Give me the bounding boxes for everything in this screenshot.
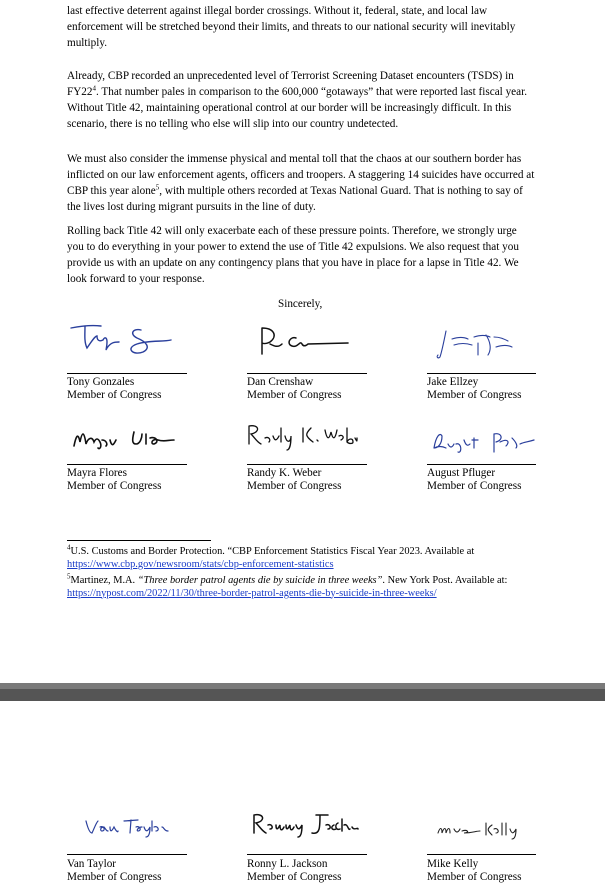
page-break (0, 683, 605, 701)
signatory-title: Member of Congress (247, 480, 342, 492)
signature-line (67, 373, 187, 374)
footnote-ref-4[interactable]: 4 (92, 84, 96, 93)
signatory-name: Dan Crenshaw (247, 376, 314, 388)
signatory-title: Member of Congress (247, 871, 342, 883)
signatory-title: Member of Congress (427, 871, 522, 883)
signatory-block (67, 376, 161, 402)
signature-van-taylor (84, 815, 174, 839)
signature-dan-crenshaw (256, 322, 356, 358)
signature-randy-weber (245, 418, 360, 454)
signature-august-pfluger (428, 424, 538, 458)
signature-line (247, 854, 367, 855)
signatory-block (427, 376, 521, 402)
signature-jake-ellzey (434, 327, 524, 363)
footnote-5: $^5$Martinez, M.A. “Three border patrol agents die by suicide in three weeks”. New York Post. Available at: https://nypost.com/2022/11/30/three-border-patrol-agents-die-by-suicide-in-three-weeks/ (67, 572, 508, 599)
body-paragraph-1: last effective deterrent against illegal border crossings. Without it, federal, state, and local law enforcement will be stretched beyond their limits, and threats to our national security will inevitably multiply. (67, 5, 516, 49)
footnote-4: $^4$U.S. Customs and Border Protection. “CBP Enforcement Statistics Fiscal Year 2023. Available at https://www.cbp.gov/newsroom/stats/cbp-enforcement-statistics (67, 543, 475, 570)
signature-line (67, 464, 187, 465)
signatory-name: Mike Kelly (427, 858, 479, 870)
signature-tony-gonzales (67, 318, 187, 358)
signatory-block (427, 467, 521, 493)
signatory-name: August Pfluger (427, 467, 496, 479)
footnote-link[interactable]: https://nypost.com/2022/11/30/three-border-patrol-agents-die-by-suicide-in-three-weeks/ (67, 587, 437, 599)
signatory-block (247, 467, 341, 493)
body-paragraph-4: Rolling back Title 42 will only exacerbate each of these pressure points. Therefore, we strongly urge you to do everything in your power to extend the use of Title 42 expulsions. We also request that you provide us with an update on any contingency plans that you have in place for a lapse in Title 42. We look forward to your response. (67, 225, 519, 285)
closing-salutation: Sincerely, (278, 298, 323, 310)
signatory-name: Jake Ellzey (427, 376, 479, 388)
signatory-name: Tony Gonzales (67, 376, 135, 388)
document-page-2 (0, 701, 605, 895)
signature-line (247, 464, 367, 465)
signatory-block (427, 858, 521, 884)
body-paragraph-2: Already, CBP recorded an unprecedented level of Terrorist Screening Dataset encounters (TSDS) in $FY22^4$. That number pales in comparison to the 600,000 “gotaways” that were reported last fiscal year. Without Title 42, maintaining operational control at our border will be increasingly difficult. In this scenario, there is no telling who else will slip into our country undetected. (67, 70, 527, 130)
signatory-block (247, 858, 341, 884)
signatory-title: Member of Congress (67, 480, 162, 492)
footnote-link[interactable]: https://www.cbp.gov/newsroom/stats/cbp-enforcement-statistics (67, 558, 334, 570)
footnote-ref-5[interactable]: 5 (155, 183, 160, 192)
signatory-block (247, 376, 341, 402)
signature-line (427, 464, 536, 465)
signature-line (67, 854, 187, 855)
signatory-name: Mayra Flores (67, 467, 127, 479)
signature-ronny-jackson (250, 809, 360, 839)
footnote-separator (67, 540, 211, 541)
signatory-block (67, 467, 161, 493)
signatory-title: Member of Congress (427, 480, 522, 492)
signatory-title: Member of Congress (67, 389, 162, 401)
signature-line (427, 373, 536, 374)
signatory-title: Member of Congress (427, 389, 522, 401)
signature-mike-kelly (434, 819, 524, 841)
signature-line (247, 373, 367, 374)
signature-line (427, 854, 536, 855)
signature-mayra-flores (70, 422, 180, 454)
signatory-name: Ronny L. Jackson (247, 858, 328, 870)
body-paragraph-3: We must also consider the immense physical and mental toll that the chaos at our southern border has inflicted on our law enforcement agents, officers and troopers. A staggering 14 suicides have occurred at CBP this year alone$^5$, with multiple others recorded at Texas National Guard. That is nothing to say of the lives lost during migrant pursuits in the line of duty. (67, 153, 535, 213)
signatory-name: Randy K. Weber (247, 467, 322, 479)
signatory-title: Member of Congress (247, 389, 342, 401)
signatory-title: Member of Congress (67, 871, 162, 883)
signatory-name: Van Taylor (67, 858, 117, 870)
signatory-block (67, 858, 161, 884)
